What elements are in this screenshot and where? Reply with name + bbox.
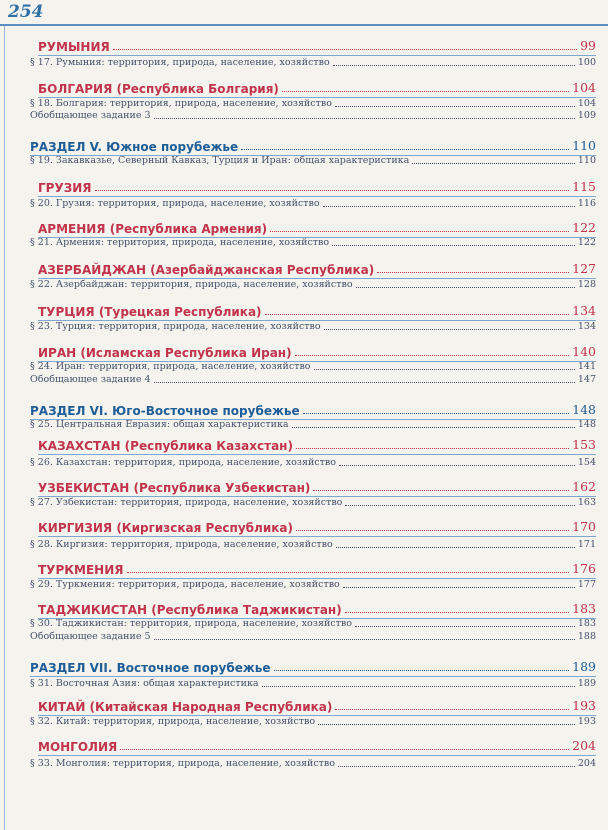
- dot-leader: [318, 724, 575, 725]
- dot-leader: [314, 369, 575, 370]
- dot-leader: [332, 245, 575, 246]
- dot-leader: [336, 547, 575, 548]
- entry-title: КАЗАХСТАН (Республика Казахстан): [38, 438, 293, 453]
- dot-leader: [339, 465, 575, 466]
- entry-title: § 25. Центральная Евразия: общая характеристика: [30, 419, 289, 430]
- dot-leader: [154, 639, 575, 640]
- entry-title: § 20. Грузия: территория, природа, население, хозяйство: [30, 198, 320, 209]
- entry-title: БОЛГАРИЯ (Республика Болгария): [38, 81, 279, 96]
- entry-page-number: 154: [577, 457, 596, 468]
- entry-title: КИРГИЗИЯ (Киргизская Республика): [38, 520, 293, 535]
- entry-page-number: 153: [572, 437, 596, 452]
- entry-page-number: 122: [572, 220, 596, 235]
- toc-country-heading: [38, 222, 596, 238]
- entry-title: § 22. Азербайджан: территория, природа, население, хозяйство: [30, 279, 353, 290]
- entry-page-number: 163: [577, 497, 596, 508]
- toc-section-heading: [30, 140, 596, 156]
- toc-country-heading: [38, 521, 596, 537]
- entry-page-number: 115: [572, 179, 596, 194]
- toc-paragraph-entry: [30, 58, 596, 68]
- entry-title: § 29. Туркмения: территория, природа, население, хозяйство: [30, 579, 340, 590]
- entry-title: Обобщающее задание 4: [30, 374, 151, 385]
- entry-page-number: 122: [577, 237, 596, 248]
- entry-title: § 30. Таджикистан: территория, природа, население, хозяйство: [30, 618, 352, 629]
- dot-leader: [95, 190, 570, 191]
- toc-country-heading: [38, 563, 596, 579]
- toc-paragraph-entry: [30, 540, 596, 550]
- dot-leader: [295, 355, 570, 356]
- toc-section-heading: [30, 661, 596, 677]
- toc-country-heading: [38, 700, 596, 716]
- dot-leader: [154, 118, 575, 119]
- entry-page-number: 110: [572, 138, 596, 153]
- entry-page-number: 177: [577, 579, 596, 590]
- toc-country-heading: [38, 40, 596, 56]
- toc-paragraph-entry: [30, 111, 596, 121]
- entry-title: РАЗДЕЛ VI. Юго-Восточное порубежье: [30, 403, 300, 418]
- entry-page-number: 204: [572, 738, 596, 753]
- dot-leader: [333, 65, 575, 66]
- entry-page-number: 148: [577, 419, 596, 430]
- dot-leader: [345, 505, 574, 506]
- entry-page-number: 147: [577, 374, 596, 385]
- entry-page-number: 193: [577, 716, 596, 727]
- toc-country-heading: [38, 439, 596, 455]
- toc-paragraph-entry: [30, 759, 596, 769]
- dot-leader: [282, 91, 569, 92]
- toc-paragraph-entry: [30, 375, 596, 385]
- toc-country-heading: [38, 481, 596, 497]
- entry-title: § 31. Восточная Азия: общая характеристика: [30, 678, 259, 689]
- entry-page-number: 99: [580, 38, 596, 53]
- page-number: 254: [8, 2, 44, 22]
- toc-paragraph-entry: [30, 619, 596, 629]
- entry-page-number: 189: [577, 678, 596, 689]
- dot-leader: [338, 766, 575, 767]
- entry-page-number: 116: [577, 198, 596, 209]
- dot-leader: [324, 329, 575, 330]
- entry-title: ТАДЖИКИСТАН (Республика Таджикистан): [38, 602, 342, 617]
- entry-page-number: 134: [572, 303, 596, 318]
- entry-page-number: 128: [577, 279, 596, 290]
- toc-paragraph-entry: [30, 199, 596, 209]
- toc-country-heading: [38, 305, 596, 321]
- entry-title: § 19. Закавказье, Северный Кавказ, Турция и Иран: общая характеристика: [30, 155, 410, 166]
- dot-leader: [274, 670, 570, 671]
- entry-title: РАЗДЕЛ V. Южное порубежье: [30, 139, 239, 154]
- dot-leader: [292, 427, 575, 428]
- entry-title: § 18. Болгария: территория, природа, население, хозяйство: [30, 98, 332, 109]
- dot-leader: [355, 626, 575, 627]
- entry-page-number: 188: [577, 631, 596, 642]
- entry-page-number: 183: [577, 618, 596, 629]
- toc-paragraph-entry: [30, 717, 596, 727]
- entry-page-number: 171: [577, 539, 596, 550]
- entry-title: § 23. Турция: территория, природа, население, хозяйство: [30, 321, 321, 332]
- dot-leader: [120, 749, 569, 750]
- toc-paragraph-entry: [30, 99, 596, 109]
- entry-title: АРМЕНИЯ (Республика Армения): [38, 221, 268, 236]
- toc-country-heading: [38, 82, 596, 98]
- entry-title: ИРАН (Исламская Республика Иран): [38, 345, 292, 360]
- toc-country-heading: [38, 740, 596, 756]
- entry-page-number: 127: [572, 261, 596, 276]
- entry-page-number: 162: [572, 479, 596, 494]
- dot-leader: [335, 106, 575, 107]
- entry-title: РАЗДЕЛ VII. Восточное порубежье: [30, 660, 271, 675]
- dot-leader: [356, 287, 575, 288]
- dot-leader: [270, 231, 569, 232]
- toc-paragraph-entry: [30, 362, 596, 372]
- toc-paragraph-entry: [30, 420, 596, 430]
- dot-leader: [343, 587, 575, 588]
- entry-page-number: 183: [572, 601, 596, 616]
- dot-leader: [303, 413, 570, 414]
- dot-leader: [335, 709, 569, 710]
- entry-title: ТУРКМЕНИЯ: [38, 562, 124, 577]
- entry-title: КИТАЙ (Китайская Народная Республика): [38, 699, 333, 714]
- toc-paragraph-entry: [30, 322, 596, 332]
- dot-leader: [241, 149, 569, 150]
- entry-title: МОНГОЛИЯ: [38, 739, 118, 754]
- toc-country-heading: [38, 346, 596, 362]
- entry-title: § 26. Казахстан: территория, природа, население, хозяйство: [30, 457, 336, 468]
- entry-title: § 24. Иран: территория, природа, население, хозяйство: [30, 361, 311, 372]
- entry-title: § 33. Монголия: территория, природа, население, хозяйство: [30, 758, 335, 769]
- entry-title: Обобщающее задание 5: [30, 631, 151, 642]
- entry-title: ТУРЦИЯ (Турецкая Республика): [38, 304, 262, 319]
- dot-leader: [296, 530, 569, 531]
- entry-page-number: 104: [572, 80, 596, 95]
- toc-paragraph-entry: [30, 280, 596, 290]
- toc-section-heading: [30, 404, 596, 420]
- entry-page-number: 176: [572, 561, 596, 576]
- dot-leader: [345, 612, 569, 613]
- entry-title: § 28. Киргизия: территория, природа, население, хозяйство: [30, 539, 333, 550]
- toc-country-heading: [38, 263, 596, 279]
- entry-page-number: 110: [577, 155, 596, 166]
- entry-page-number: 148: [572, 402, 596, 417]
- dot-leader: [296, 448, 569, 449]
- dot-leader: [265, 314, 570, 315]
- toc-paragraph-entry: [30, 580, 596, 590]
- entry-page-number: 204: [577, 758, 596, 769]
- entry-page-number: 141: [577, 361, 596, 372]
- toc-paragraph-entry: [30, 632, 596, 642]
- toc-paragraph-entry: [30, 458, 596, 468]
- entry-title: § 27. Узбекистан: территория, природа, население, хозяйство: [30, 497, 343, 508]
- dot-leader: [154, 382, 575, 383]
- entry-title: Обобщающее задание 3: [30, 110, 151, 121]
- dot-leader: [377, 272, 569, 273]
- entry-title: РУМЫНИЯ: [38, 39, 110, 54]
- entry-title: УЗБЕКИСТАН (Республика Узбекистан): [38, 480, 311, 495]
- dot-leader: [323, 206, 575, 207]
- toc-paragraph-entry: [30, 498, 596, 508]
- dot-leader: [313, 490, 569, 491]
- dot-leader: [262, 686, 575, 687]
- toc-country-heading: [38, 603, 596, 619]
- entry-title: § 17. Румыния: территория, природа, население, хозяйство: [30, 57, 330, 68]
- toc-paragraph-entry: [30, 156, 596, 166]
- toc-paragraph-entry: [30, 238, 596, 248]
- entry-title: АЗЕРБАЙДЖАН (Азербайджанская Республика): [38, 262, 375, 277]
- entry-title: § 21. Армения: территория, природа, население, хозяйство: [30, 237, 330, 248]
- dot-leader: [113, 49, 577, 50]
- dot-leader: [412, 163, 575, 164]
- toc-country-heading: [38, 181, 596, 197]
- entry-page-number: 109: [577, 110, 596, 121]
- entry-title: ГРУЗИЯ: [38, 180, 92, 195]
- entry-page-number: 140: [572, 344, 596, 359]
- entry-page-number: 134: [577, 321, 596, 332]
- toc-paragraph-entry: [30, 679, 596, 689]
- entry-page-number: 189: [572, 659, 596, 674]
- entry-title: § 32. Китай: территория, природа, население, хозяйство: [30, 716, 316, 727]
- entry-page-number: 193: [572, 698, 596, 713]
- entry-page-number: 170: [572, 519, 596, 534]
- entry-page-number: 104: [577, 98, 596, 109]
- dot-leader: [127, 572, 570, 573]
- entry-page-number: 100: [577, 57, 596, 68]
